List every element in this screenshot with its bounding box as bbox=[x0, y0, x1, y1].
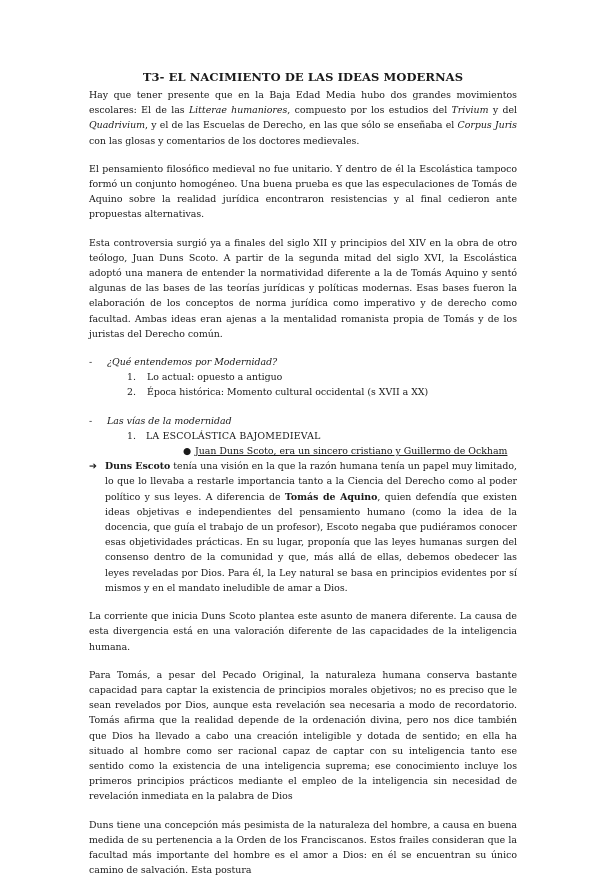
item-number: 1. bbox=[127, 372, 136, 384]
item-text: Época histórica: Momento cultural occidental (s XVII a XX) bbox=[147, 387, 429, 399]
term-quadrivium: Quadrivium bbox=[89, 120, 146, 132]
bold-duns-escoto: Duns Escoto bbox=[105, 461, 171, 473]
text-run: con las glosas y comentarios de los doctores medievales. bbox=[89, 135, 360, 147]
list-item bbox=[89, 385, 517, 400]
bold-tomas-aquino: Tomás de Aquino bbox=[284, 491, 378, 503]
item-text: Lo actual: opuesto a antiguo bbox=[147, 372, 283, 384]
term-trivium: Trivium bbox=[451, 105, 489, 117]
arrow-right-icon: ➔ bbox=[89, 461, 97, 473]
page-title: T3- EL NACIMIENTO DE LAS IDEAS MODERNAS bbox=[142, 70, 464, 84]
item-number: 1. bbox=[127, 430, 136, 442]
list-item bbox=[89, 429, 517, 444]
paragraph-tomas: Para Tomás, a pesar del Pecado Original, la naturaleza humana conserva bastante capacidad para captar la existencia de principios morales objetivos; no es preciso que le sean revelados por Dios, aunque esta revelación sea necesaria a modo de recordatorio. Tomás afirma que la realidad depende de la ordenación divina, pero nos dice también que Dios ha llevado a cabo una creación inteligible y dotada de sentido; en ella ha situado al hombre como ser racional capaz de captar con su inteligencia tanto ese sentido como la existencia de una inteligencia suprema; ese conocimiento incluye los primeros principios prácticos mediante el empleo de la inteligencia sin necesidad de revelación inmediata en la palabra de Dios bbox=[89, 669, 517, 803]
bullet-item bbox=[89, 444, 517, 459]
text-run: y del bbox=[488, 105, 517, 117]
paragraph-duns: Duns tiene una concepción más pesimista de la naturaleza del hombre, a causa en buena medida de su pertenencia a la Orden de los Franciscanos. Estos frailes consideran que la facultad más importante del hombre es el amor a Dios: en él se encuentran su único camino de salvación. Esta postura bbox=[89, 819, 517, 877]
term-corpus-juris: Corpus Juris bbox=[457, 120, 517, 132]
heading-text: Las vías de la modernidad bbox=[107, 415, 232, 427]
arrow-paragraph-escoto bbox=[89, 459, 517, 596]
paragraph-corriente: La corriente que inicia Duns Scoto plantea este asunto de manera diferente. La causa de esta divergencia está en una valoración diferente de las capacidades de la inteligencia humana. bbox=[89, 611, 517, 653]
list-heading-modernidad bbox=[89, 355, 517, 370]
numbered-list-modernidad bbox=[89, 370, 517, 400]
paragraph-intro bbox=[89, 88, 517, 149]
dash-marker: - bbox=[89, 357, 93, 369]
text-run: , y el de las Escuelas de Derecho, en las que sólo se enseñaba el bbox=[145, 120, 458, 132]
list-item bbox=[89, 370, 517, 385]
text-run: , quien defendía que existen ideas objetivas e independientes del pensamiento humano (como la idea de la docencia, que guía el trabajo de un profesor), Escoto negaba que pudiéramos conocer esas objetividades prácticas. En su lugar, proponía que las leyes humanas surgen del consenso dentro de la comunidad y que, más allá de ellas, debemos obedecer las leyes reveladas por Dios. Para él, la Ley natural se basa en principios evidentes por sí mismos y en el mandato ineludible de amar a Dios. bbox=[105, 491, 518, 594]
bullet-text: Juan Duns Scoto, era un sincero cristiano y Guillermo de Ockham bbox=[195, 446, 508, 458]
text-run: , compuesto por los estudios del bbox=[287, 105, 452, 117]
term-litterae: Litterae humaniores bbox=[188, 105, 288, 117]
paragraph-controversia: Esta controversia surgió ya a finales del siglo XII y principios del XIV en la obra de otro teólogo, Juan Duns Scoto. A partir de la segunda mitad del siglo XVI, la Escolástica adoptó una manera de entender la normatividad diferente a la de Tomás Aquino y sentó algunas de las bases de las teorías jurídicas y políticas modernas. Esas bases fueron la elaboración de los conceptos de norma jurídica como imperativo y de derecho como facultad. Ambas ideas eran ajenas a la mentalidad romanista propia de Tomás y de los juristas del Derecho común. bbox=[89, 237, 517, 340]
list-heading-vias bbox=[89, 414, 517, 429]
dash-marker: - bbox=[89, 415, 93, 427]
numbered-list-vias bbox=[89, 429, 517, 444]
text-run: tenía una visión en la que la razón humana tenía un papel muy limitado, lo que lo llevaba a restarle importancia tanto a la Ciencia del Derecho como al poder político y sus leyes. A diferencia de bbox=[105, 461, 517, 503]
item-number: 2. bbox=[127, 387, 136, 399]
bullet-icon: ● bbox=[183, 446, 192, 458]
item-text: LA ESCOLÁSTICA BAJOMEDIEVAL bbox=[146, 430, 321, 442]
heading-text: ¿Qué entendemos por Modernidad? bbox=[107, 357, 278, 369]
text-run: Hay que tener presente que en la Baja Edad Media hubo dos grandes movimientos escolares: El de las bbox=[89, 90, 517, 117]
paragraph-pensamiento: El pensamiento filosófico medieval no fue unitario. Y dentro de él la Escolástica tampoco formó un conjunto homogéneo. Una buena prueba es que las especulaciones de Tomás de Aquino sobre la realidad jurídica encontraron resistencias y al final cedieron ante propuestas alternativas. bbox=[89, 163, 517, 221]
